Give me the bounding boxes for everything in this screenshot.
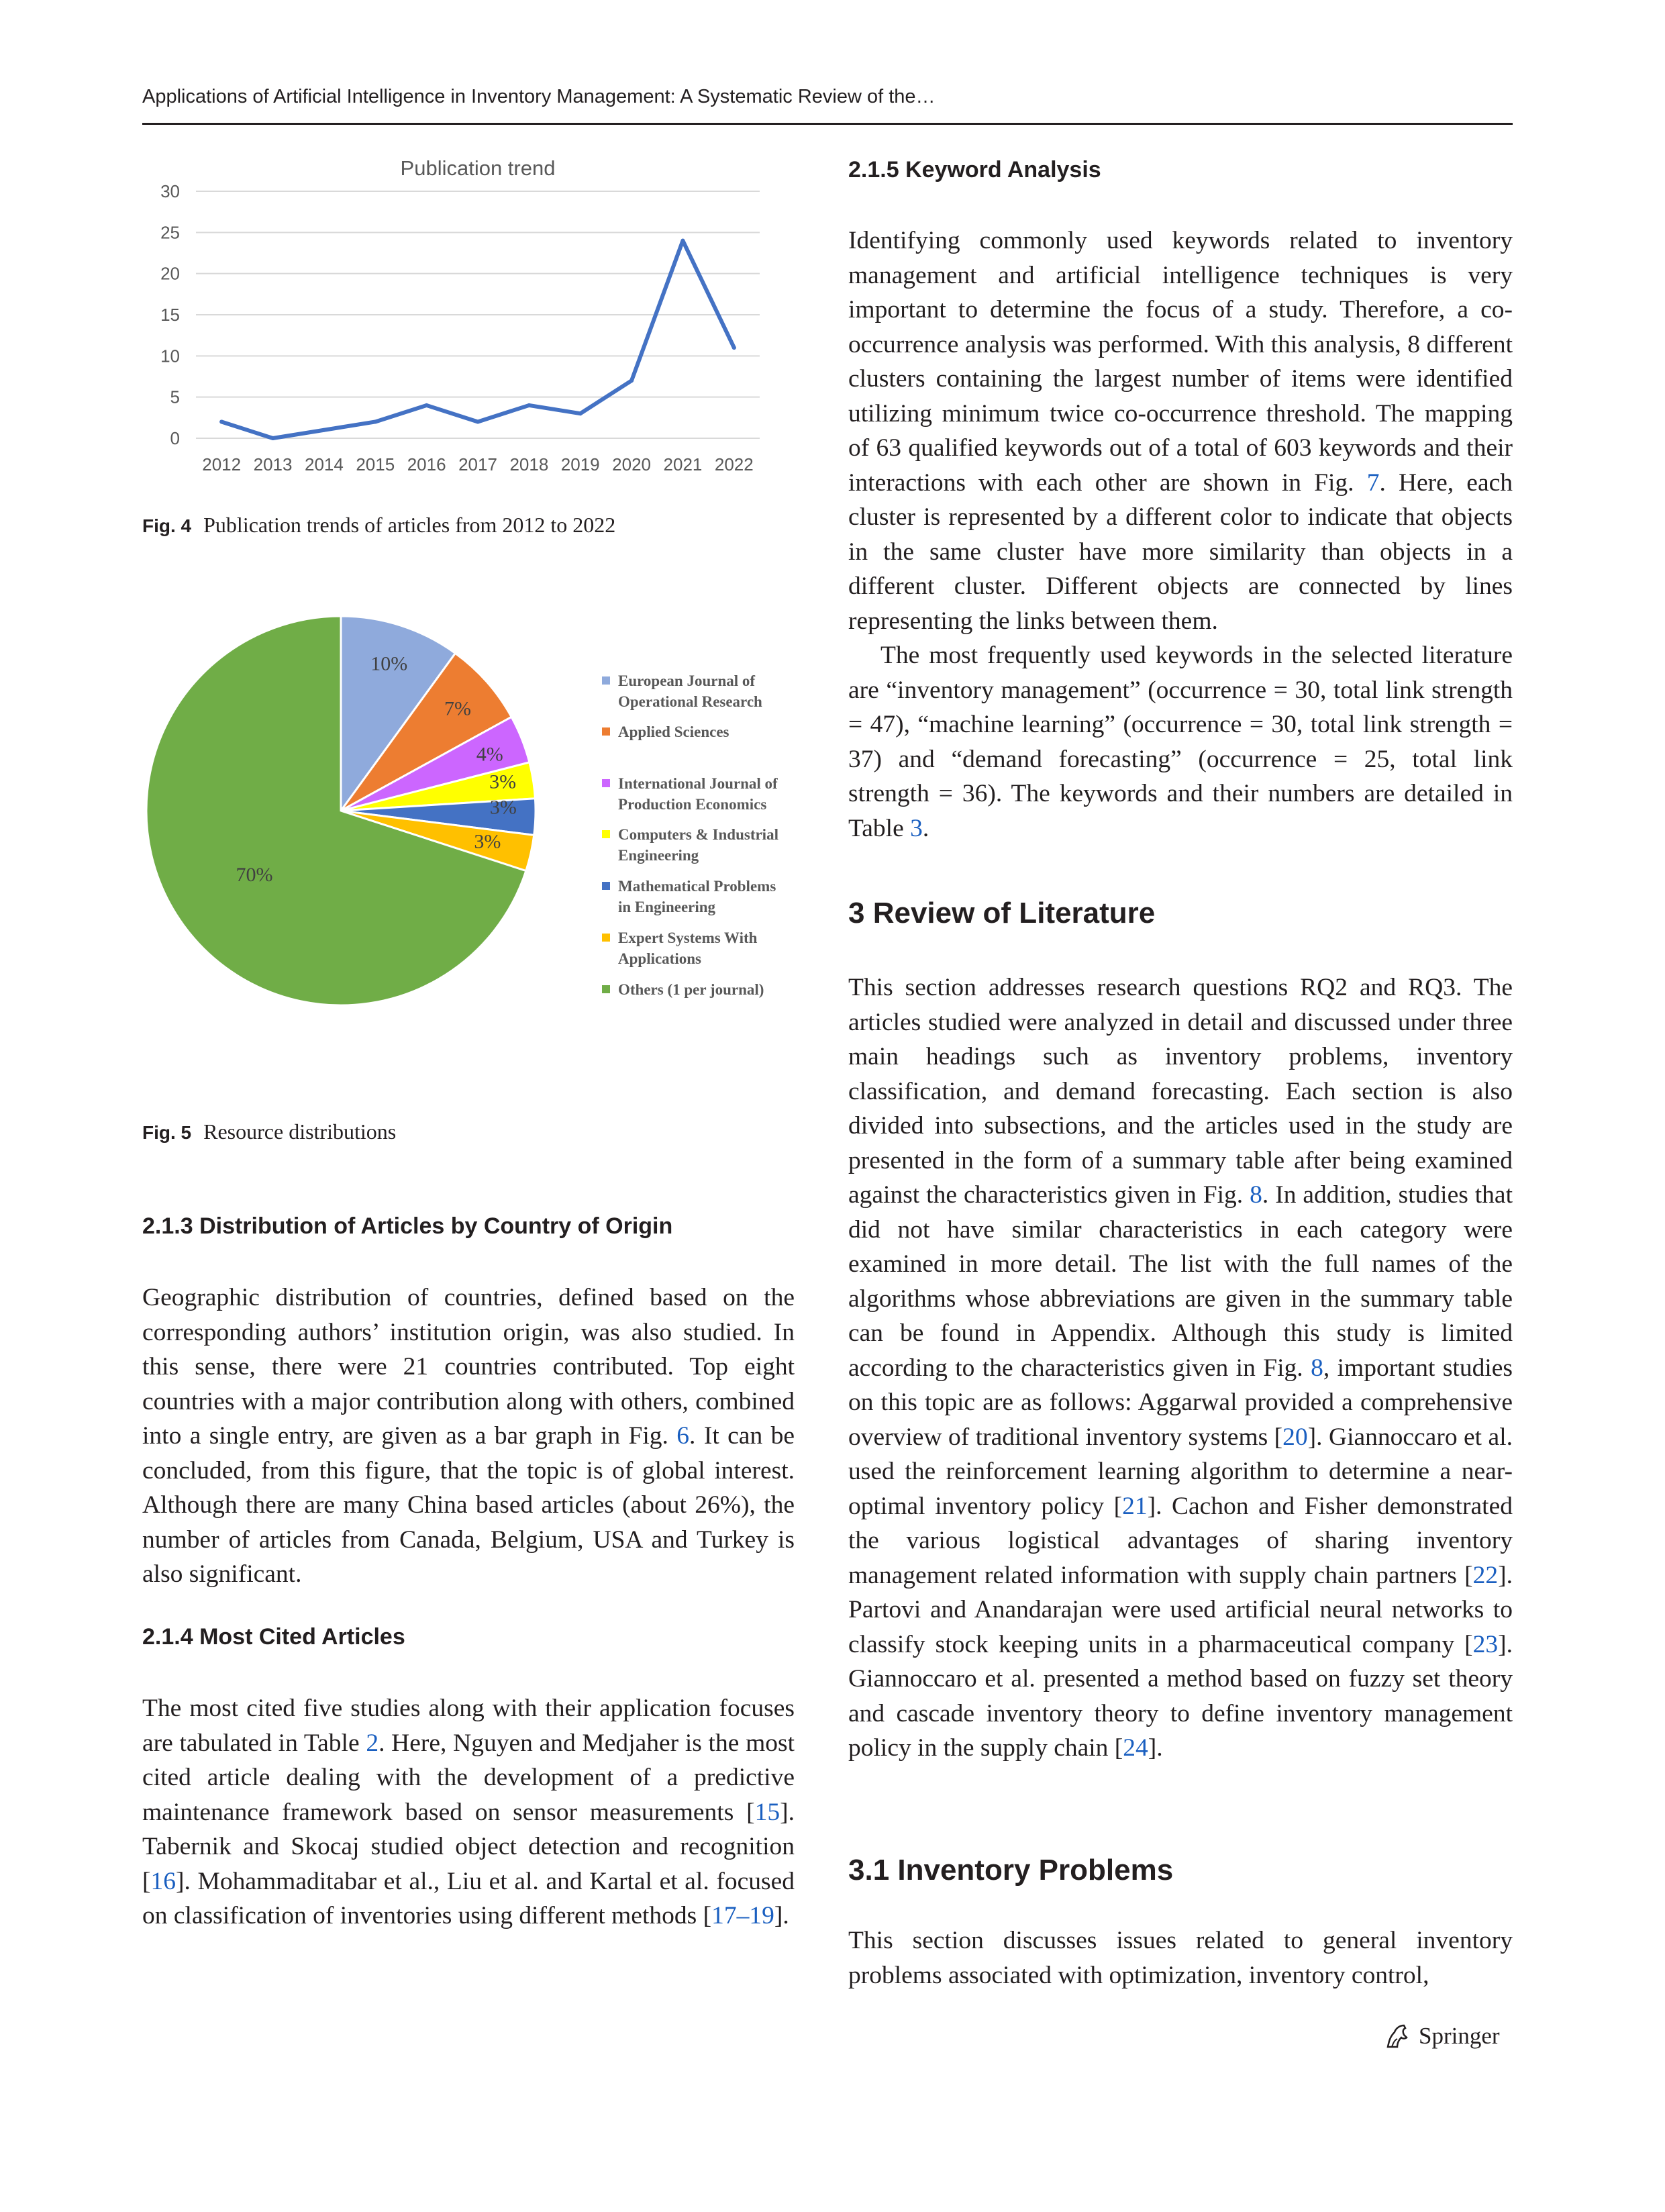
fig5-caption [142, 1119, 396, 1144]
section-heading-2-1-3: 2.1.3 Distribution of Articles by Country of Origin [142, 1213, 673, 1239]
series-line [221, 241, 734, 438]
slice-label: 7% [444, 697, 472, 720]
data-point [271, 436, 275, 440]
section-heading-3: 3 Review of Literature [848, 897, 1156, 929]
resource-distribution-chart [142, 604, 813, 1087]
y-tick-label: 20 [160, 263, 180, 284]
ref-15-link[interactable]: 15 [754, 1798, 780, 1826]
legend-label: in Engineering [618, 899, 716, 915]
fig5-caption-label: Fig. 5 [142, 1122, 192, 1143]
header-rule [142, 123, 1513, 125]
data-point [527, 403, 531, 407]
y-tick-label: 5 [170, 387, 180, 407]
x-tick-label: 2013 [253, 454, 293, 474]
legend-swatch [602, 676, 610, 685]
ref-20-link[interactable]: 20 [1282, 1423, 1308, 1451]
y-tick-label: 15 [160, 305, 180, 325]
running-head: Applications of Artificial Intelligence in Inventory Management: A Systematic Review of the… [142, 86, 936, 107]
slice-label: 3% [489, 770, 517, 793]
slice-label: 3% [474, 830, 501, 853]
paragraph-3-1: This section discusses issues related to general inventory problems associated with optimization, inventory control, [848, 1927, 1513, 1989]
y-tick-label: 25 [160, 222, 180, 243]
legend-label: Applications [618, 950, 701, 967]
legend-label: European Journal of [618, 672, 756, 689]
data-point [476, 419, 480, 423]
publisher-logo [1382, 2021, 1500, 2051]
ref-17-19-link[interactable]: 17–19 [711, 1902, 774, 1929]
legend-label: Mathematical Problems [618, 878, 776, 895]
paragraph-2-1-4: The most cited five studies along with their application focuses are tabulated in Table 2. Here, Nguyen and Medjaher is the most cited article dealing with the development of a predictive maintenance framework based on sensor measurements [15]. Tabernik and Skocaj studied object detection and recognition [16]. Mohammaditabar et al., Liu et al. and Kartal et al. focused on classification of inventories using different methods [17–19]. [142, 1695, 795, 1929]
legend-swatch [602, 934, 610, 942]
x-tick-label: 2014 [304, 454, 344, 474]
x-tick-label: 2019 [560, 454, 600, 474]
x-tick-label: 2015 [356, 454, 395, 474]
data-point [322, 428, 326, 432]
legend-swatch [602, 985, 610, 993]
ref-22-link[interactable]: 22 [1472, 1561, 1499, 1589]
y-tick-label: 30 [160, 181, 180, 201]
legend-label: Production Economics [618, 796, 767, 813]
slice-label: 10% [370, 652, 408, 675]
x-tick-label: 2018 [509, 454, 549, 474]
x-tick-label: 2012 [202, 454, 242, 474]
legend-label: Others (1 per journal) [618, 981, 764, 998]
x-tick-label: 2022 [714, 454, 754, 474]
fig-7-link[interactable]: 7 [1366, 468, 1380, 497]
slice-label: 70% [236, 863, 273, 886]
legend-label: International Journal of [618, 775, 778, 792]
legend-label: Applied Sciences [618, 723, 729, 740]
legend-swatch [602, 830, 610, 838]
legend-label: Engineering [618, 847, 699, 864]
data-point [680, 239, 685, 243]
fig-8-link[interactable]: 8 [1250, 1181, 1262, 1209]
x-tick-label: 2017 [458, 454, 497, 474]
springer-horse-icon [1382, 2021, 1412, 2051]
publication-trend-chart [142, 151, 800, 480]
x-tick-label: 2016 [407, 454, 446, 474]
legend-swatch [602, 882, 610, 890]
ref-23-link[interactable]: 23 [1472, 1630, 1499, 1658]
fig-8-link[interactable]: 8 [1311, 1354, 1323, 1382]
fig-6-link[interactable]: 6 [676, 1422, 690, 1450]
paragraph-2-1-3: Geographic distribution of countries, defined based on the corresponding authors’ institution origin, was also studied. In this sense, there were 21 countries contributed. Top eight countries with a major contribution along with others, combined into a single entry, are given as a bar graph in Fig. 6. It can be concluded, from this figure, that the topic is of global interest. Although there are many China based articles (about 26%), the number of articles from Canada, Belgium, USA and Turkey is also significant. [142, 1284, 795, 1588]
ref-24-link[interactable]: 24 [1123, 1734, 1148, 1762]
fig4-caption-label: Fig. 4 [142, 515, 192, 536]
section-heading-2-1-5: 2.1.5 Keyword Analysis [848, 157, 1101, 183]
table-3-link[interactable]: 3 [910, 814, 923, 842]
y-tick-label: 0 [170, 428, 180, 448]
section-heading-3-1: 3.1 Inventory Problems [848, 1854, 1174, 1887]
paragraph-3: This section addresses research questions RQ2 and RQ3. The articles studied were analyzed in detail and discussed under three main headings such as inventory problems, inventory classification, and demand forecasting. Each section is also divided into subsections, and the articles used in the study are presented in the form of a summary table after being examined against the characteristics given in Fig. 8. In addition, studies that did not have similar characteristics in each category were examined in more detail. The list with the full names of the algorithms whose abbreviations are given in the summary table can be found in Appendix. Although this study is limited according to the characteristics given in Fig. 8, important studies on this topic are as follows: Aggarwal provided a comprehensive overview of traditional inventory systems [20]. Giannoccaro et al. used the reinforcement learning algorithm to determine a near-optimal inventory policy [21]. Cachon and Fisher demonstrated the various logistical advantages of sharing inventory management related information with supply chain partners [22]. Partovi and Anandarajan were used artificial neural networks to classify stock keeping units in a pharmaceutical company [23]. Giannoccaro et al. presented a method based on fuzzy set theory and cascade inventory theory to define inventory management policy in the supply chain [24]. [848, 974, 1513, 1762]
legend-label: Expert Systems With [618, 929, 758, 946]
data-point [732, 346, 736, 350]
publisher-name: Springer [1419, 2023, 1500, 2049]
slice-label: 3% [489, 796, 517, 819]
legend-swatch [602, 727, 610, 736]
fig4-caption [142, 513, 615, 538]
data-point [629, 379, 634, 383]
data-point [373, 419, 377, 423]
x-tick-label: 2021 [663, 454, 703, 474]
fig4-caption-text: Publication trends of articles from 2012 to 2022 [203, 513, 616, 537]
data-point [219, 419, 223, 423]
x-tick-label: 2020 [612, 454, 652, 474]
legend-swatch [602, 779, 610, 787]
data-point [578, 411, 583, 415]
slice-label: 4% [476, 743, 503, 766]
legend-label: Operational Research [618, 693, 762, 710]
paragraph-2-1-5: Identifying commonly used keywords related to inventory management and artificial intelligence techniques is very important to determine the focus of a study. Therefore, a co-occurrence analysis was performed. With this analysis, 8 different clusters containing the largest number of items were identified utilizing minimum twice co-occurrence threshold. The mapping of 63 qualified keywords out of a total of 603 keywords and their interactions with each other are shown in Fig. 7. Here, each cluster is represented by a different color to indicate that objects in the same cluster have more similarity than objects in a different cluster. Different objects are connected by lines representing the links between them. The most frequently used keywords in the selected literature are “inventory management” (occurrence = 30, total link strength = 47), “machine learning” (occurrence = 30, total link strength = 37) and “demand forecasting” (occurrence = 25, total link strength = 36). The keywords and their numbers are detailed in Table 3. [848, 227, 1513, 842]
ref-16-link[interactable]: 16 [150, 1867, 176, 1895]
data-point [425, 403, 429, 407]
chart-title: Publication trend [400, 156, 556, 180]
legend-label: Computers & Industrial [618, 826, 778, 843]
fig5-caption-text: Resource distributions [203, 1119, 397, 1144]
table-2-link[interactable]: 2 [366, 1729, 379, 1757]
y-tick-label: 10 [160, 346, 180, 366]
ref-21-link[interactable]: 21 [1122, 1492, 1148, 1520]
section-heading-2-1-4: 2.1.4 Most Cited Articles [142, 1624, 405, 1650]
